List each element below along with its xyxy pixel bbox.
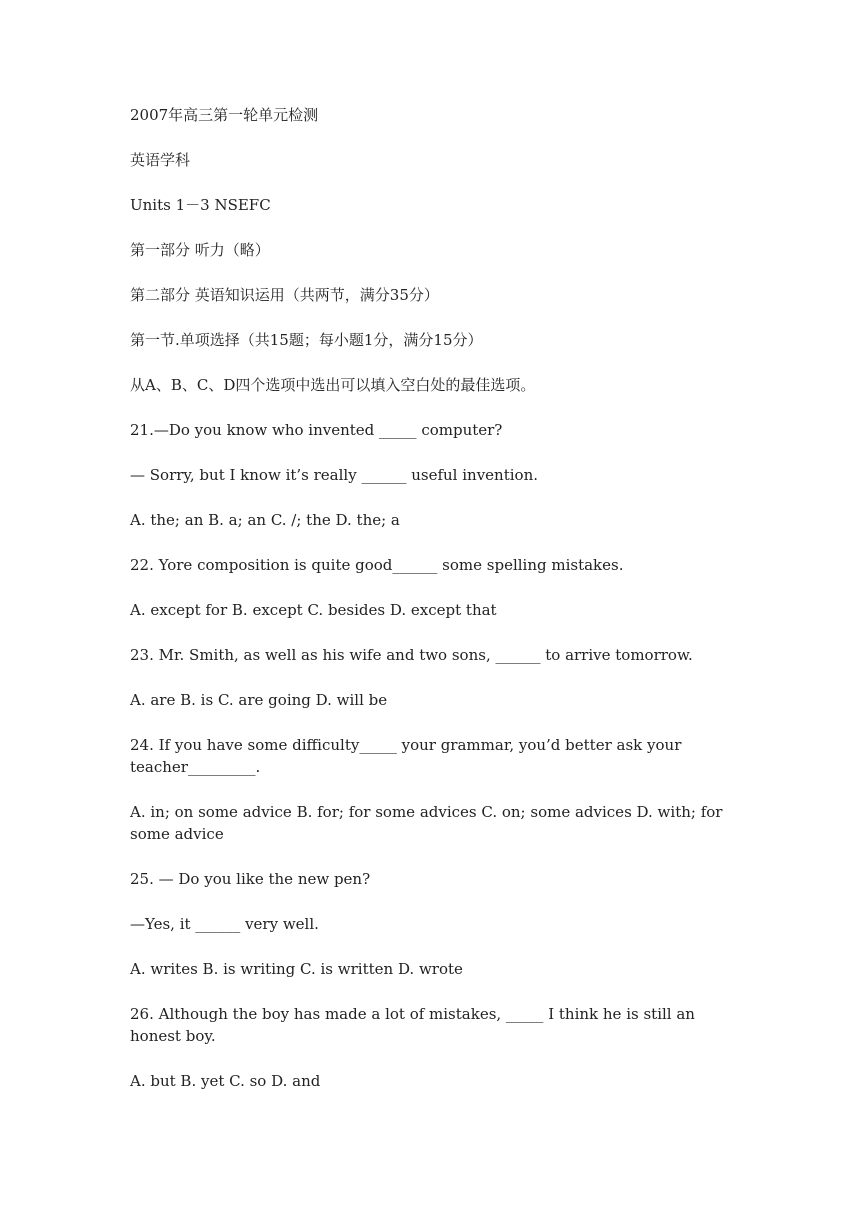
question-23-options: A. are B. is C. are going D. will be <box>130 691 388 709</box>
question-26-options: A. but B. yet C. so D. and <box>130 1072 321 1090</box>
question-23: 23. Mr. Smith, as well as his wife and two sons, ______ to arrive tomorrow. <box>130 646 693 664</box>
question-26: 26. Although the boy has made a lot of mistakes, _____ I think he is still an honest boy. <box>130 1005 700 1045</box>
question-24-options: A. in; on some advice B. for; for some advices C. on; some advices D. with; for some advice <box>130 803 728 843</box>
question-25-line1: 25. — Do you like the new pen? <box>130 870 371 888</box>
section1-heading: 第一节.单项选择（共15题；每小题1分，满分15分） <box>130 331 483 349</box>
question-21-options: A. the; an B. a; an C. /; the D. the; a <box>130 511 400 529</box>
document-page <box>130 104 735 1115</box>
question-22-options: A. except for B. except C. besides D. except that <box>130 601 497 619</box>
question-25-line2: —Yes, it ______ very well. <box>130 915 319 933</box>
question-21-line1: 21.—Do you know who invented _____ computer? <box>130 421 503 439</box>
question-21-line2: — Sorry, but I know it’s really ______ useful invention. <box>130 466 538 484</box>
question-25-options: A. writes B. is writing C. is written D. wrote <box>130 960 463 978</box>
units-line: Units 1－3 NSEFC <box>130 196 271 214</box>
part2-heading: 第二部分 英语知识运用（共两节，满分35分） <box>130 286 439 304</box>
subject-line: 英语学科 <box>130 151 191 169</box>
part1-heading: 第一部分 听力（略） <box>130 241 270 259</box>
question-24: 24. If you have some difficulty_____ your grammar, you’d better ask your teacher_________. <box>130 736 687 776</box>
document-title: 2007年高三第一轮单元检测 <box>130 106 319 124</box>
question-22: 22. Yore composition is quite good______ some spelling mistakes. <box>130 556 624 574</box>
instruction-line: 从A、B、C、D四个选项中选出可以填入空白处的最佳选项。 <box>130 376 536 394</box>
